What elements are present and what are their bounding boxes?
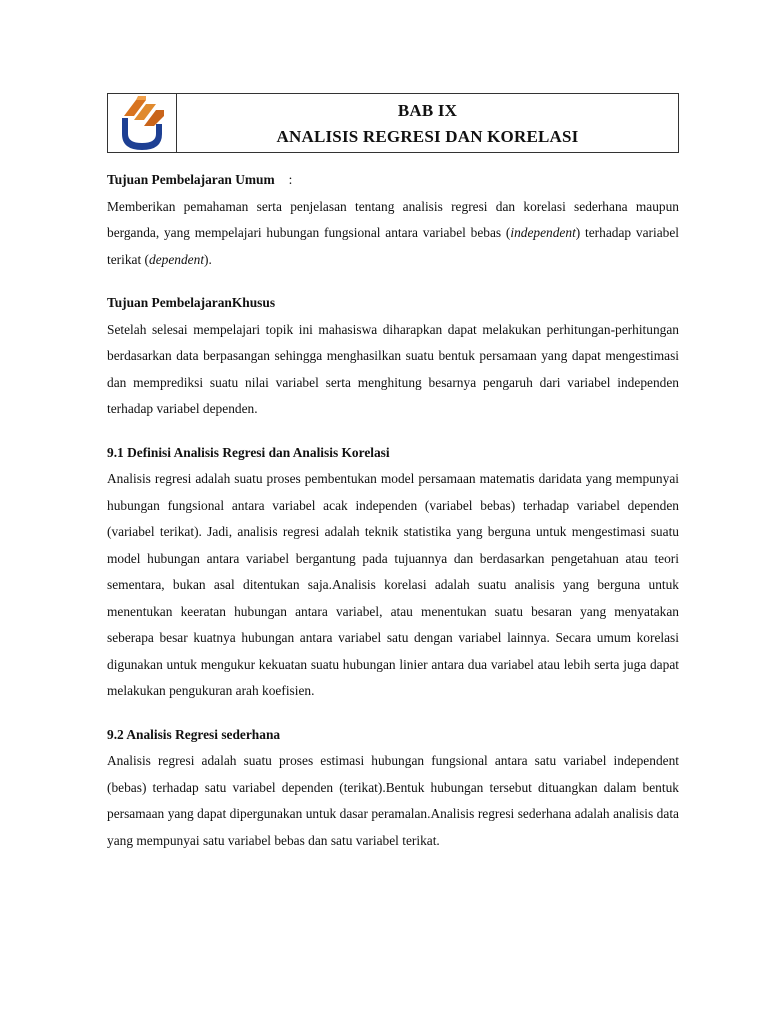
section-9-2-text: Analisis regresi adalah suatu proses estimasi hubungan fungsional antara satu variabel independent (bebas) terhadap satu variabel dependen (terikat).Bentuk hubungan tersebut dituangkan dalam bentuk persamaan yang dapat dipergunakan untuk dasar peramalan.Analisis regresi sederhana adalah analisis data yang mempunyai satu variabel bebas dan satu variabel terikat. — [107, 753, 679, 848]
section-9-1-text: Analisis regresi adalah suatu proses pembentukan model persamaan matematis daridata yang mempunyai hubungan fungsional antara variabel acak independen (variabel bebas) terhadap variabel dependen (variabel terikat). Jadi, analisis regresi adalah teknik statistika yang berguna untuk mengestimasi suatu model hubungan antara variabel bergantung pada tujuannya dan berdasarkan pengetahuan atau teori sementara, bukan asal ditentukan saja.Analisis korelasi adalah suatu analisis yang berguna untuk menentukan keeratan hubungan antara variabel, atau menentukan suatu besaran yang menyatakan seberapa besar kuatnya hubungan antara variabel satu dengan variabel lainnya. Secara umum korelasi digunakan untuk mengukur kekuatan suatu hubungan linier antara dua variabel atau lebih serta juga dapat melakukan pengukuran arah koefisien. — [107, 471, 679, 698]
section-9-1-heading: 9.1 Definisi Analisis Regresi dan Analisis Korelasi — [107, 444, 390, 460]
chapter-title-cell — [177, 94, 678, 152]
chapter-number: BAB IX — [397, 101, 458, 120]
logo-cell — [108, 94, 177, 152]
chapter-header — [107, 93, 679, 153]
university-logo-icon — [116, 94, 168, 152]
chapter-title: ANALISIS REGRESI DAN KORELASI — [276, 127, 579, 146]
document-page — [107, 93, 679, 854]
text-fragment: ). — [204, 251, 212, 267]
heading-colon: : — [288, 172, 293, 187]
italic-term: independent — [510, 225, 576, 240]
italic-term: dependent — [149, 251, 205, 267]
section-9-2-heading: 9.2 Analisis Regresi sederhana — [107, 726, 281, 742]
text-fragment: Memberikan pemahaman serta penjelasan tentang analisis regresi dan korelasi sederhana maupun berganda, yang mempelajari hubungan fungsional antara variabel bebas ( — [107, 198, 679, 240]
general-objective-text — [107, 194, 679, 274]
text-fragment: ) terhadap variabel terikat ( — [107, 225, 679, 267]
specific-objective-heading: Tujuan PembelajaranKhusus — [107, 295, 276, 310]
general-objective-heading — [107, 167, 679, 194]
general-objective-heading-text: Tujuan Pembelajaran Umum — [107, 172, 275, 187]
specific-objective-text: Setelah selesai mempelajari topik ini mahasiswa diharapkan dapat melakukan perhitungan-perhitungan berdasarkan data berpasangan sehingga menghasilkan suatu bentuk persamaan yang dapat mengestimasi dan memprediksi suatu nilai variabel serta menghitung besarnya pengaruh dari variabel independen terhadap variabel dependen. — [107, 321, 679, 416]
